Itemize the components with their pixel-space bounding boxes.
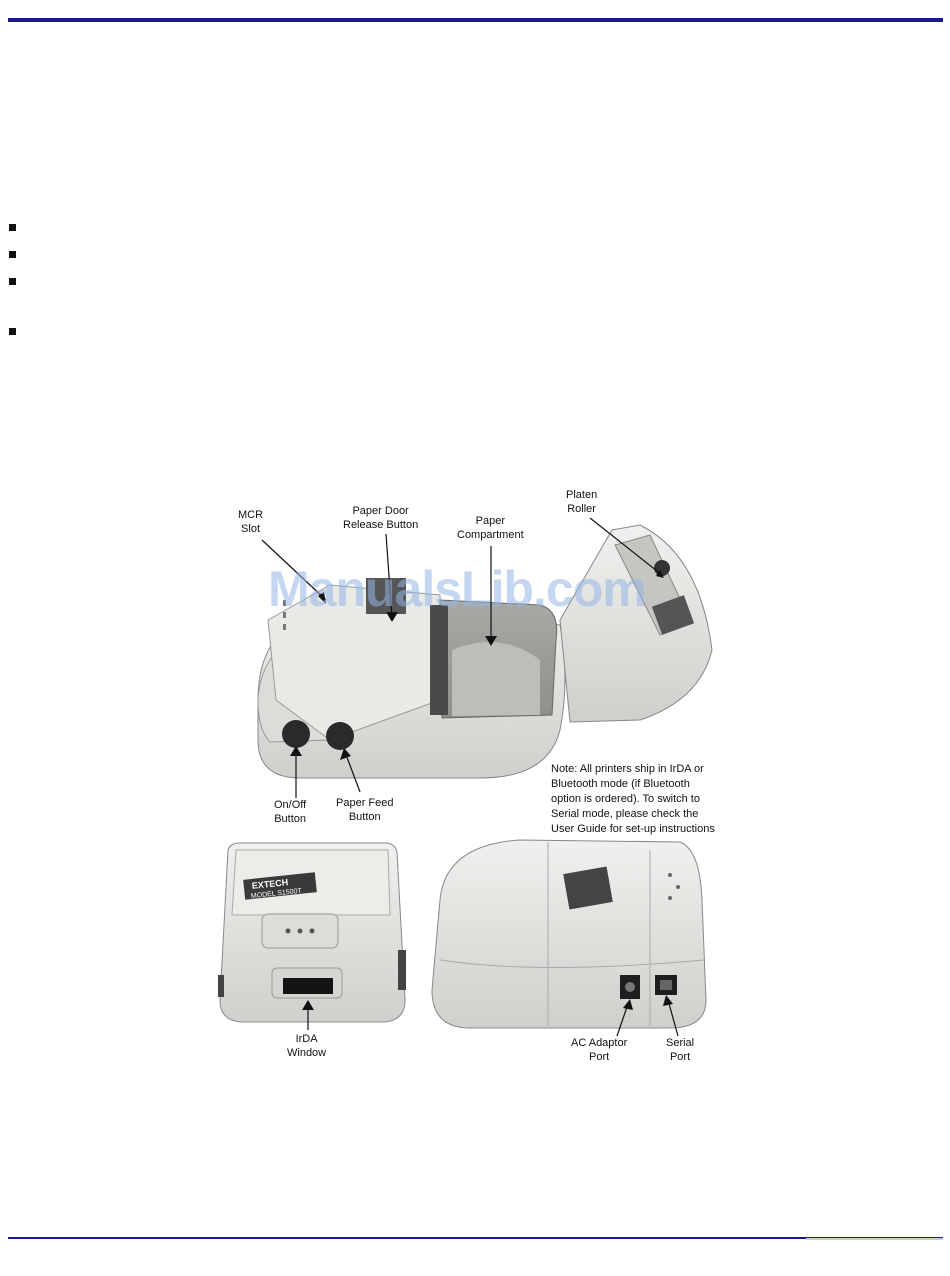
label-paper-door-release-button: Paper Door Release Button (343, 505, 419, 531)
label-platen-roller: Platen Roller (566, 489, 598, 515)
model-text: MODEL S1500T (250, 887, 303, 901)
label-on-off-button: On/Off Button (274, 799, 307, 825)
label-paper-compartment: Paper Compartment (457, 515, 524, 541)
bluetooth-note: Note: All printers ship in IrDA or Bluetooth mode (if Bluetooth option is ordered). To switch to Serial mode, please check the User Guide for set-up instructions (551, 763, 715, 835)
bottom-rule (8, 1237, 943, 1239)
label-serial-port: Serial Port (666, 1037, 695, 1063)
top-rule (8, 18, 943, 22)
brand-text: EXTECH (251, 877, 289, 891)
bullet-3 (9, 278, 16, 285)
bottom-rule-tail (806, 1238, 943, 1240)
bullet-2 (9, 251, 16, 258)
label-mcr-slot: MCR Slot (238, 509, 264, 535)
bullet-4 (9, 328, 16, 335)
label-paper-feed-button: Paper Feed Button (336, 797, 394, 823)
printer-front-view (218, 843, 406, 1022)
watermark: ManualsLib.com (268, 561, 646, 617)
bullet-1 (9, 224, 16, 231)
label-ac-adaptor-port: AC Adaptor Port (571, 1037, 628, 1063)
label-irda-window: IrDA Window (287, 1033, 327, 1059)
